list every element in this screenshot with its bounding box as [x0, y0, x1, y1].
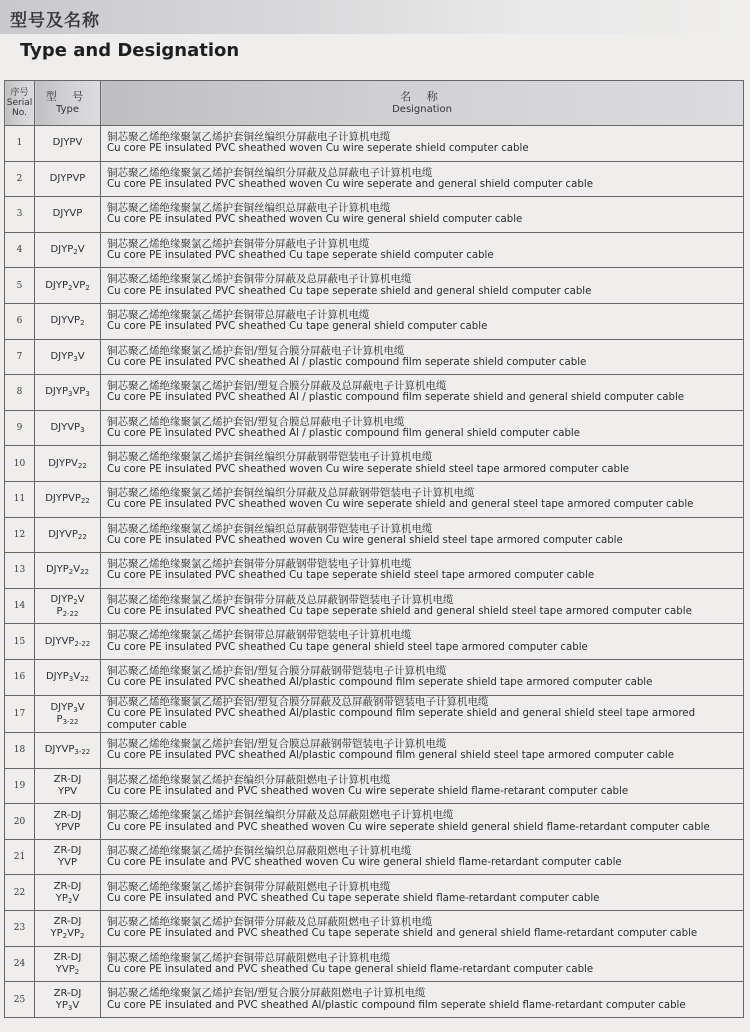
- type-code: [35, 946, 101, 982]
- designation-english: Cu core PE insulated and PVC sheathed Al/plastic compound film seperate shield flame-retardant computer cable: [107, 999, 686, 1011]
- type-code-line-2: [35, 857, 100, 869]
- serial-number: [5, 339, 35, 375]
- type-code-line-2: [35, 606, 100, 618]
- serial-number-text: 18: [13, 745, 26, 756]
- serial-number: [5, 232, 35, 268]
- designation: [101, 126, 744, 162]
- designation-chinese: 铜芯聚乙烯绝缘聚氯乙烯护套铜带分屏蔽及总屏蔽电子计算机电缆: [107, 273, 412, 286]
- type-code-line: [35, 702, 100, 714]
- type-code: [35, 126, 101, 162]
- type-code-main: DJYPVP: [49, 172, 86, 184]
- designation-chinese: 铜芯聚乙烯绝缘聚氯乙烯护套铝/塑复合膜分屏蔽及总屏蔽钢带铠装电子计算机电缆: [107, 695, 489, 708]
- designation-chinese: 铜芯聚乙烯绝缘聚氯乙烯护套铜带分屏蔽电子计算机电缆: [107, 237, 370, 250]
- serial-number-text: 23: [13, 923, 26, 934]
- serial-number: [5, 517, 35, 553]
- designation-english: Cu core PE insulated PVC sheathed woven Cu wire seperate shield computer cable: [107, 143, 529, 155]
- table-row: [5, 161, 744, 197]
- type-code-line: [35, 810, 100, 822]
- type-code-subscript: 2: [67, 283, 73, 292]
- type-code-subscript: 22: [77, 461, 87, 470]
- type-code-main: YP: [55, 999, 68, 1011]
- serial-number-text: 11: [13, 494, 26, 505]
- serial-number: [5, 588, 35, 624]
- table-header-row: [5, 81, 744, 126]
- serial-number-text: 13: [13, 565, 26, 576]
- serial-number: [5, 659, 35, 695]
- type-code-line: [35, 137, 100, 149]
- serial-number: [5, 126, 35, 162]
- table-row: [5, 517, 744, 553]
- serial-number-text: 22: [13, 887, 26, 898]
- designation: [101, 517, 744, 553]
- serial-number: [5, 946, 35, 982]
- serial-number: [5, 161, 35, 197]
- serial-number: [5, 410, 35, 446]
- type-code: [35, 588, 101, 624]
- designation-english: Cu core PE insulated PVC sheathed woven Cu wire seperate shield steel tape armored computer cable: [107, 463, 630, 475]
- serial-number: [5, 875, 35, 911]
- type-code-main: DJYP: [50, 244, 74, 256]
- type-code-line: [35, 386, 100, 398]
- designation: [101, 232, 744, 268]
- type-code-tail: VP: [72, 386, 86, 398]
- serial-number-text: 4: [16, 245, 23, 256]
- table-row: [5, 804, 744, 840]
- table-row: [5, 982, 744, 1018]
- type-code: [35, 695, 101, 733]
- type-designation-table: [4, 80, 744, 1018]
- type-code: [35, 839, 101, 875]
- type-code-line: [35, 208, 100, 220]
- type-code-subscript: 22: [80, 568, 90, 577]
- designation: [101, 733, 744, 769]
- designation-english: Cu core PE insulated PVC sheathed Cu tape general shield steel tape armored computer cable: [107, 641, 588, 653]
- type-code: [35, 982, 101, 1018]
- designation-chinese: 铜芯聚乙烯绝缘聚氯乙烯护套铜带总屏蔽阻燃电子计算机电缆: [107, 951, 391, 964]
- type-code-subscript: 3: [68, 675, 74, 684]
- type-code-main: YP: [55, 892, 68, 904]
- table-row: [5, 303, 744, 339]
- designation-chinese: 铜芯聚乙烯绝缘聚氯乙烯护套铝/塑复合膜分屏蔽阻燃电子计算机电缆: [107, 987, 426, 1000]
- type-code-line: [35, 280, 100, 292]
- serial-number: [5, 695, 35, 733]
- designation-chinese: 铜芯聚乙烯绝缘聚氯乙烯护套铜带分屏蔽及总屏蔽阻燃电子计算机电缆: [107, 916, 433, 929]
- designation-chinese: 铜芯聚乙烯绝缘聚氯乙烯护套铜丝编织总屏蔽阻燃电子计算机电缆: [107, 844, 412, 857]
- table-row: [5, 481, 744, 517]
- table-row: [5, 446, 744, 482]
- type-code: [35, 481, 101, 517]
- designation-english: Cu core PE insulated PVC sheathed Cu tape seperate shield and general shield computer cable: [107, 285, 592, 297]
- designation-chinese: 铜芯聚乙烯绝缘聚氯乙烯护套铜丝编织总屏蔽钢带铠装电子计算机电缆: [107, 522, 433, 535]
- serial-number-text: 5: [16, 280, 23, 291]
- type-code-line: [35, 774, 100, 786]
- designation-english: Cu core PE insulated PVC sheathed woven Cu wire general shield computer cable: [107, 214, 523, 226]
- type-code-line: [35, 916, 100, 928]
- type-code: [35, 232, 101, 268]
- type-code-main: DJYP: [45, 279, 68, 291]
- designation: [101, 375, 744, 411]
- serial-number: [5, 733, 35, 769]
- type-code-main: ZR-DJ: [53, 987, 82, 999]
- type-code-main: ZR-DJ: [53, 845, 82, 857]
- table-row: [5, 875, 744, 911]
- type-code: [35, 768, 101, 804]
- type-code-subscript: 2: [67, 896, 73, 905]
- designation-chinese: 铜芯聚乙烯绝缘聚氯乙烯护套铜带分屏蔽钢带铠装电子计算机电缆: [107, 558, 412, 571]
- type-code-line: [35, 564, 100, 576]
- designation-english: Cu core PE insulated PVC sheathed Cu tape seperate shield and general shield steel tape armored computer cable: [107, 606, 692, 618]
- serial-number: [5, 375, 35, 411]
- type-code: [35, 553, 101, 589]
- designation-english: Cu core PE insulated PVC sheathed woven Cu wire seperate shield and general steel tape armored computer cable: [107, 499, 694, 511]
- type-code-subscript: 22: [77, 532, 87, 541]
- type-code-main: DJYPV: [52, 137, 83, 149]
- type-code-tail: V: [72, 999, 80, 1011]
- table-row: [5, 588, 744, 624]
- designation: [101, 553, 744, 589]
- type-code: [35, 339, 101, 375]
- type-code-line: [35, 845, 100, 857]
- type-code-main: DJYVP: [44, 635, 75, 647]
- designation-chinese: 铜芯聚乙烯绝缘聚氯乙烯护套铜丝编织分屏蔽及总屏蔽阻燃电子计算机电缆: [107, 809, 454, 822]
- type-code-subscript: 2: [74, 967, 80, 976]
- designation-english: Cu core PE insulated and PVC sheathed Cu tape seperate shield and general shield flame-retardant computer cable: [107, 928, 698, 940]
- table-row: [5, 410, 744, 446]
- type-code-line: [35, 351, 100, 363]
- header-serial: 序号 Serial No.: [5, 81, 35, 126]
- type-code-line: [35, 493, 100, 505]
- serial-number-text: 6: [16, 316, 23, 327]
- type-code: [35, 517, 101, 553]
- type-code-main: ZR-DJ: [53, 951, 82, 963]
- serial-number: [5, 982, 35, 1018]
- serial-number: [5, 804, 35, 840]
- type-code-main: DJYP: [45, 564, 69, 576]
- type-code-main: P: [56, 713, 63, 725]
- serial-number: [5, 446, 35, 482]
- type-code-line: [35, 244, 100, 256]
- type-code-main: YVP: [58, 857, 77, 869]
- designation: [101, 839, 744, 875]
- type-code-tail: V: [72, 892, 80, 904]
- designation-english: Cu core PE insulated and PVC sheathed Cu tape seperate shield flame-retardant computer cable: [107, 892, 600, 904]
- designation-english: Cu core PE insulate and PVC sheathed woven Cu wire general shield flame-retardant computer cable: [107, 857, 622, 869]
- serial-number-text: 20: [13, 816, 26, 827]
- serial-number-text: 25: [13, 994, 26, 1005]
- table-row: [5, 733, 744, 769]
- serial-number: [5, 768, 35, 804]
- serial-number-text: 17: [13, 708, 26, 719]
- type-code-main: DJYVP: [48, 528, 78, 540]
- designation: [101, 161, 744, 197]
- type-code-tail: V: [77, 350, 85, 362]
- type-code-main: YPVP: [54, 821, 80, 833]
- designation-chinese: 铜芯聚乙烯绝缘聚氯乙烯护套铜丝编织总屏蔽电子计算机电缆: [107, 202, 391, 215]
- designation-english: Cu core PE insulated PVC sheathed Al / plastic compound film seperate shield computer cable: [107, 356, 587, 368]
- designation-chinese: 铜芯聚乙烯绝缘聚氯乙烯护套铝/塑复合膜分屏蔽钢带铠装电子计算机电缆: [107, 665, 447, 677]
- table-row: [5, 946, 744, 982]
- designation: [101, 410, 744, 446]
- type-code-subscript: 2: [85, 283, 90, 292]
- designation-english: Cu core PE insulated and PVC sheathed woven Cu wire seperate shield flame-retarant computer cable: [107, 786, 629, 797]
- type-code-main: YPV: [58, 786, 77, 797]
- designation: [101, 303, 744, 339]
- serial-number-text: 3: [16, 209, 23, 220]
- table-row: [5, 624, 744, 660]
- designation-chinese: 铜芯聚乙烯绝缘聚氯乙烯护套铜带总屏蔽钢带铠装电子计算机电缆: [107, 629, 412, 642]
- serial-number: [5, 197, 35, 233]
- type-code: [35, 659, 101, 695]
- designation-english: Cu core PE insulated PVC sheathed woven Cu wire seperate and general shield computer cable: [107, 178, 593, 190]
- type-code: [35, 911, 101, 947]
- type-code-line: [35, 315, 100, 327]
- serial-number: [5, 303, 35, 339]
- serial-number-text: 9: [16, 423, 23, 434]
- type-code-main: DJYVP: [52, 208, 83, 220]
- type-code-subscript: 2-22: [74, 639, 91, 648]
- type-code-subscript: 2: [73, 598, 78, 607]
- title-bar: [0, 0, 750, 34]
- designation-chinese: 铜芯聚乙烯绝缘聚氯乙烯护套铝/塑复合膜总屏蔽钢带铠装电子计算机电缆: [107, 738, 447, 751]
- type-code: [35, 161, 101, 197]
- type-code-line-2: [35, 714, 100, 726]
- type-code-line-2: [35, 893, 100, 905]
- designation-english: Cu core PE insulated PVC sheathed Cu tape seperate shield computer cable: [107, 250, 494, 262]
- designation: [101, 268, 744, 304]
- table-row: [5, 375, 744, 411]
- designation: [101, 624, 744, 660]
- type-code: [35, 375, 101, 411]
- type-code-line: [35, 173, 100, 185]
- type-code-main: DJYP: [50, 594, 74, 606]
- type-code-subscript: 2-22: [62, 610, 79, 619]
- type-code-line-2: [35, 928, 100, 940]
- type-code-subscript: 3: [67, 1003, 73, 1012]
- designation: [101, 197, 744, 233]
- type-code-line-2: [35, 822, 100, 834]
- designation-chinese: 铜芯聚乙烯绝缘聚氯乙烯护套铜丝编织分屏蔽钢带铠装电子计算机电缆: [107, 451, 433, 464]
- type-code: [35, 268, 101, 304]
- serial-number-text: 8: [16, 387, 23, 398]
- designation: [101, 875, 744, 911]
- designation-chinese: 铜芯聚乙烯绝缘聚氯乙烯护套铜丝编织分屏蔽电子计算机电缆: [107, 131, 391, 144]
- designation-chinese: 铜芯聚乙烯绝缘聚氯乙烯护套铜带总屏蔽电子计算机电缆: [107, 309, 370, 322]
- serial-number: [5, 624, 35, 660]
- serial-number-text: 10: [13, 458, 26, 469]
- table-row: [5, 553, 744, 589]
- type-code-main: DJYVP: [50, 422, 81, 434]
- header-type: 型 号 Type: [35, 81, 101, 126]
- type-code-line: [35, 458, 100, 470]
- type-code-main: DJYPVP: [45, 493, 81, 505]
- type-code-main: DJYP: [50, 701, 74, 713]
- table-row: [5, 911, 744, 947]
- designation: [101, 946, 744, 982]
- designation-english: Cu core PE insulated PVC sheathed Cu tape seperate shield steel tape armored computer cable: [107, 570, 595, 582]
- type-code-main: DJYVP: [44, 744, 75, 756]
- serial-number-text: 2: [16, 173, 23, 184]
- serial-number: [5, 911, 35, 947]
- type-code-line: [35, 529, 100, 541]
- type-code: [35, 875, 101, 911]
- serial-number-text: 19: [13, 781, 26, 791]
- type-code-tail: VP: [67, 928, 80, 940]
- type-code-main: YVP: [55, 963, 75, 975]
- designation-english: Cu core PE insulated PVC sheathed Al/plastic compound film seperate shield and general shield steel tape armored computer cable: [107, 707, 696, 731]
- table-row: [5, 232, 744, 268]
- header-designation: 名 称 Designation: [101, 81, 744, 126]
- designation-chinese: 铜芯聚乙烯绝缘聚氯乙烯护套编织分屏蔽阻燃电子计算机电缆: [107, 773, 391, 786]
- serial-number: [5, 553, 35, 589]
- type-code-line: [35, 952, 100, 964]
- type-code-line-2: [35, 786, 100, 798]
- type-code-line: [35, 636, 100, 648]
- table-body: [5, 126, 744, 1018]
- designation-english: Cu core PE insulated and PVC sheathed Cu tape general shield flame-retardant computer cable: [107, 963, 594, 975]
- type-code: [35, 197, 101, 233]
- designation: [101, 659, 744, 695]
- type-code: [35, 804, 101, 840]
- designation-chinese: 铜芯聚乙烯绝缘聚氯乙烯护套铜丝编织分屏蔽及总屏蔽电子计算机电缆: [107, 166, 433, 179]
- type-code-main: P: [56, 606, 63, 618]
- designation-english: Cu core PE insulated PVC sheathed Al / plastic compound film seperate shield and general shield computer cable: [107, 392, 685, 404]
- table-row: [5, 197, 744, 233]
- designation-english: Cu core PE insulated and PVC sheathed woven Cu wire seperate shield general shield flame-retardant computer cable: [107, 821, 710, 833]
- type-code-tail: V: [73, 671, 81, 683]
- serial-number-text: 24: [13, 958, 26, 969]
- designation-english: Cu core PE insulated PVC sheathed Al/plastic compound film general shield steel tape armored computer cable: [107, 750, 675, 762]
- designation: [101, 982, 744, 1018]
- designation-english: Cu core PE insulated PVC sheathed Al / plastic compound film general shield computer cable: [107, 428, 581, 440]
- type-code-line-2: [35, 964, 100, 976]
- type-code-line: [35, 881, 100, 893]
- table-row: [5, 695, 744, 733]
- type-code-main: ZR-DJ: [53, 809, 82, 821]
- designation-english: Cu core PE insulated PVC sheathed Al/plastic compound film seperate shield tape armored computer cable: [107, 677, 653, 689]
- type-code-main: ZR-DJ: [53, 880, 82, 892]
- designation-chinese: 铜芯聚乙烯绝缘聚氯乙烯护套铝/塑复合膜分屏蔽电子计算机电缆: [107, 344, 405, 357]
- type-code-subscript: 2: [80, 932, 85, 941]
- serial-number-text: 21: [13, 852, 26, 863]
- serial-number: [5, 481, 35, 517]
- designation-chinese: 铜芯聚乙烯绝缘聚氯乙烯护套铜丝编织分屏蔽及总屏蔽钢带铠装电子计算机电缆: [107, 487, 475, 500]
- type-code-tail: VP: [72, 279, 86, 291]
- serial-number-text: 1: [16, 138, 23, 149]
- type-code-subscript: 2: [80, 319, 85, 328]
- type-code-main: DJYP: [50, 350, 74, 362]
- type-code-subscript: 3-22: [62, 717, 79, 726]
- type-code-tail: V: [77, 701, 85, 713]
- type-code-tail: V: [77, 594, 85, 606]
- type-code-subscript: 22: [80, 675, 90, 684]
- type-code-main: ZR-DJ: [53, 916, 82, 928]
- type-code-line: [35, 988, 100, 1000]
- type-code-tail: V: [77, 244, 85, 256]
- type-code-line: [35, 744, 100, 756]
- designation-english: Cu core PE insulated PVC sheathed Cu tape general shield computer cable: [107, 321, 488, 333]
- type-code-subscript: 3-22: [74, 748, 91, 757]
- type-code-main: ZR-DJ: [53, 774, 82, 785]
- table-row: [5, 268, 744, 304]
- table-row: [5, 659, 744, 695]
- type-code-main: DJYPV: [48, 457, 78, 469]
- designation: [101, 446, 744, 482]
- serial-number: [5, 839, 35, 875]
- type-code-subscript: 3: [73, 705, 78, 714]
- type-code: [35, 733, 101, 769]
- table-row: [5, 768, 744, 804]
- type-code-tail: V: [73, 564, 81, 576]
- type-code-subscript: 3: [80, 426, 85, 435]
- designation: [101, 804, 744, 840]
- designation-chinese: 铜芯聚乙烯绝缘聚氯乙烯护套铜带分屏蔽阻燃电子计算机电缆: [107, 880, 391, 893]
- designation: [101, 339, 744, 375]
- serial-number-text: 15: [13, 636, 26, 647]
- designation-chinese: 铜芯聚乙烯绝缘聚氯乙烯护套铜带分屏蔽及总屏蔽钢带铠装电子计算机电缆: [107, 593, 454, 606]
- designation: [101, 768, 744, 804]
- type-code: [35, 303, 101, 339]
- type-code-main: YP: [50, 928, 63, 940]
- type-code-subscript: 2: [68, 568, 74, 577]
- designation: [101, 695, 744, 733]
- type-code-subscript: 3: [85, 390, 90, 399]
- designation-chinese: 铜芯聚乙烯绝缘聚氯乙烯护套铝/塑复合膜分屏蔽及总屏蔽电子计算机电缆: [107, 380, 447, 393]
- page-title-chinese: 型号及名称: [10, 11, 100, 31]
- type-code: [35, 446, 101, 482]
- designation-chinese: 铜芯聚乙烯绝缘聚氯乙烯护套铝/塑复合膜总屏蔽电子计算机电缆: [107, 415, 405, 428]
- type-code-line-2: [35, 1000, 100, 1012]
- type-code-line: [35, 422, 100, 434]
- serial-number: [5, 268, 35, 304]
- designation: [101, 481, 744, 517]
- type-code-subscript: 2: [62, 932, 68, 941]
- serial-number-text: 16: [13, 672, 26, 683]
- type-code-line: [35, 671, 100, 683]
- type-code-line: [35, 594, 100, 606]
- table-row: [5, 339, 744, 375]
- type-code-main: DJYP: [45, 386, 68, 398]
- designation: [101, 911, 744, 947]
- type-code-subscript: 22: [80, 497, 90, 506]
- serial-number-text: 12: [13, 529, 26, 540]
- table-row: [5, 126, 744, 162]
- designation: [101, 588, 744, 624]
- serial-number-text: 14: [13, 601, 26, 612]
- table-row: [5, 839, 744, 875]
- page-title-english: Type and Designation: [20, 40, 240, 61]
- type-code-subscript: 3: [67, 390, 73, 399]
- type-code-subscript: 3: [73, 354, 78, 363]
- type-code-main: DJYVP: [50, 315, 81, 327]
- designation-english: Cu core PE insulated PVC sheathed woven Cu wire general shield steel tape armored computer cable: [107, 534, 623, 546]
- type-code: [35, 410, 101, 446]
- type-code: [35, 624, 101, 660]
- type-code-subscript: 2: [73, 248, 78, 257]
- serial-number-text: 7: [16, 351, 23, 362]
- type-code-main: DJYP: [45, 671, 69, 683]
